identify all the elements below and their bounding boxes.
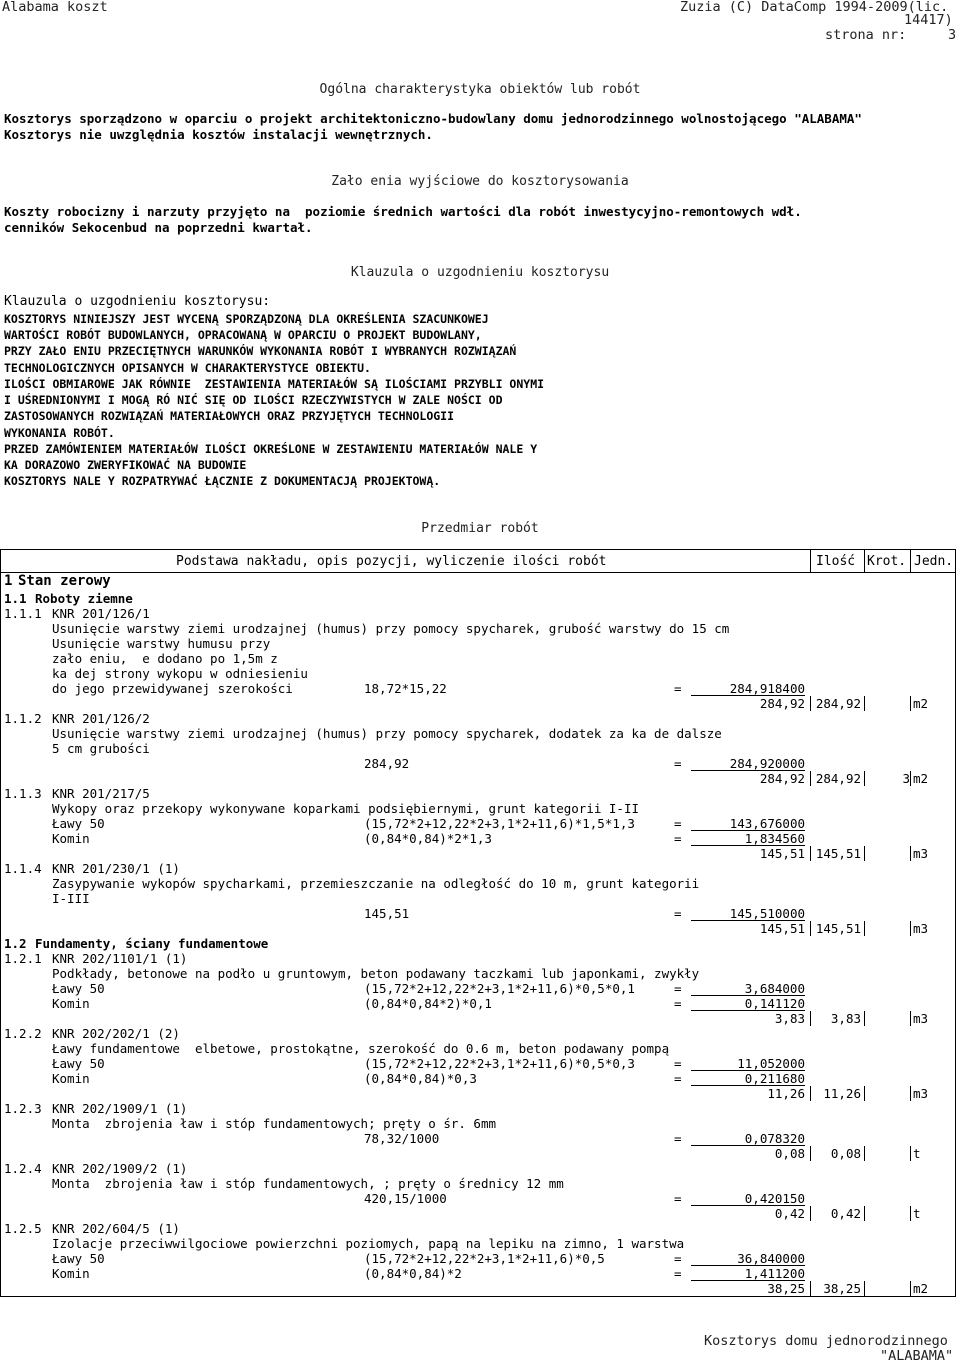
item-sum: 0,42	[774, 1206, 805, 1221]
cell-divider	[864, 921, 865, 936]
calc-equals: =	[674, 1266, 682, 1281]
calc-label: Komin	[52, 1266, 90, 1281]
item-code: KNR 201/230/1 (1)	[52, 861, 180, 876]
cell-divider	[864, 1206, 865, 1221]
section-number: 1	[4, 573, 13, 589]
calc-label: Ławy 50	[52, 1056, 105, 1071]
cell-divider	[910, 1206, 911, 1221]
item-qty: 0,08	[830, 1146, 861, 1161]
calc-row	[1, 1056, 955, 1071]
calc-equals: =	[674, 1191, 682, 1206]
item-code: KNR 202/1101/1 (1)	[52, 951, 188, 966]
item-qty: 284,92	[815, 696, 861, 711]
calc-formula: 145,51	[364, 906, 410, 921]
calc-row	[1, 681, 955, 696]
calc-equals: =	[674, 1071, 682, 1086]
item-header-row	[1, 786, 955, 801]
clause-line: WYKONANIA ROBÓT.	[4, 426, 115, 440]
item-sum: 145,51	[759, 846, 805, 861]
item-unit: m2	[913, 696, 929, 711]
calc-row	[1, 1131, 955, 1146]
assumptions-line-2: cenników Sekocenbud na poprzedni kwartał.	[4, 220, 313, 235]
item-sum: 3,83	[774, 1011, 805, 1026]
assumptions-line-1: Koszty robocizny i narzuty przyjęto na poziomie średnich wartości dla robót inwestycyjno-remontowych wdł.	[4, 204, 802, 219]
item-description: Zasypywanie wykopów spycharkami, przemieszczanie na odległość do 10 m, grunt kategorii	[52, 876, 700, 891]
calc-row	[1, 1251, 955, 1266]
clause-line: PRZY ZAŁO ENIU PRZECIĘTNYCH WARUNKÓW WYKONANIA ROBÓT I WYBRANYCH ROZWIĄZAŃ	[4, 344, 517, 358]
item-description: Monta zbrojenia ław i stóp fundamentowych; pręty o śr. 6mm	[52, 1116, 497, 1131]
calc-result: 1,834560	[691, 831, 805, 846]
item-qty: 145,51	[815, 921, 861, 936]
item-description-row	[1, 891, 955, 906]
item-description-row	[1, 1116, 955, 1131]
calc-result: 0,078320	[691, 1131, 805, 1146]
calc-row	[1, 981, 955, 996]
item-description-row	[1, 636, 955, 651]
calc-row	[1, 1191, 955, 1206]
calc-formula: (0,84*0,84*2)*0,1	[364, 996, 492, 1011]
item-number: 1.2.4	[4, 1161, 42, 1176]
cell-divider	[910, 1146, 911, 1161]
item-header-row	[1, 1101, 955, 1116]
col-header-unit: Jedn.	[914, 554, 954, 569]
item-total-row	[1, 846, 955, 861]
subsection-name: Fundamenty, ściany fundamentowe	[35, 936, 269, 951]
item-total-row	[1, 696, 955, 711]
item-number: 1.2.3	[4, 1101, 42, 1116]
item-code: KNR 202/604/5 (1)	[52, 1221, 180, 1236]
section-title-general: Ogólna charakterystyka obiektów lub robót	[319, 82, 641, 97]
item-description-row	[1, 876, 955, 891]
calc-formula: 284,92	[364, 756, 410, 771]
item-description-row	[1, 801, 955, 816]
przedmiar-title: Przedmiar robót	[421, 521, 539, 536]
item-krot: 3	[902, 771, 910, 786]
clause-line: KOSZTORYS NINIEJSZY JEST WYCENĄ SPORZĄDZONĄ DLA OKREŚLENIA SZACUNKOWEJ	[4, 312, 489, 326]
page-label: strona nr:	[825, 27, 907, 43]
calc-equals: =	[674, 831, 682, 846]
footer-line-1: Kosztorys domu jednorodzinnego	[704, 1333, 948, 1349]
calc-formula: (0,84*0,84)*2*1,3	[364, 831, 492, 846]
item-number: 1.1.4	[4, 861, 42, 876]
item-description: Monta zbrojenia ław i stóp fundamentowych, ; pręty o średnicy 12 mm	[52, 1176, 564, 1191]
col-header-krot: Krot.	[867, 554, 907, 569]
calc-result: 143,676000	[691, 816, 805, 831]
item-code: KNR 202/1909/2 (1)	[52, 1161, 188, 1176]
item-header-row	[1, 1161, 955, 1176]
calc-result: 1,411200	[691, 1266, 805, 1281]
calc-formula: (15,72*2+12,22*2+3,1*2+11,6)*1,5*1,3	[364, 816, 635, 831]
clause-line: ILOŚCI OBMIAROWE JAK RÓWNIE ZESTAWIENIA MATERIAŁÓW SĄ ILOŚCIAMI PRZYBLI ONYMI	[4, 377, 545, 391]
calc-row	[1, 1266, 955, 1281]
item-description: Izolacje przeciwwilgociowe powierzchni poziomych, papą na lepiku na zimno, 1 warstwa	[52, 1236, 685, 1251]
item-description-row	[1, 621, 955, 636]
calc-result: 145,510000	[691, 906, 805, 921]
calc-equals: =	[674, 996, 682, 1011]
item-description: 5 cm grubości	[52, 741, 150, 756]
subsection-number: 1.2	[4, 936, 27, 951]
calc-row	[1, 831, 955, 846]
calc-formula: 420,15/1000	[364, 1191, 447, 1206]
item-total-row	[1, 921, 955, 936]
calc-formula: 78,32/1000	[364, 1131, 440, 1146]
item-description: Ławy fundamentowe elbetowe, prostokątne, szerokość do 0.6 m, beton podawany pompą	[52, 1041, 670, 1056]
item-total-row	[1, 1146, 955, 1161]
item-header-row	[1, 1026, 955, 1041]
item-sum: 38,25	[767, 1281, 805, 1296]
calc-row	[1, 756, 955, 771]
calc-label: Komin	[52, 1071, 90, 1086]
calc-row	[1, 816, 955, 831]
subsection-name: Roboty ziemne	[35, 591, 133, 606]
calc-result: 3,684000	[691, 981, 805, 996]
calc-formula: (0,84*0,84)*0,3	[364, 1071, 477, 1086]
general-line-2: Kosztorys nie uwzględnia kosztów instalacji wewnętrznych.	[4, 127, 433, 142]
subsection-row	[1, 936, 955, 951]
calc-label: do jego przewidywanej szerokości	[52, 681, 293, 696]
item-code: KNR 201/126/2	[52, 711, 150, 726]
item-unit: m3	[913, 921, 929, 936]
col-header-qty: Ilość	[816, 554, 856, 569]
item-number: 1.2.5	[4, 1221, 42, 1236]
cell-divider	[910, 1011, 911, 1026]
item-number: 1.1.3	[4, 786, 42, 801]
item-description: Usunięcie warstwy humusu przy	[52, 636, 271, 651]
header-right-line2: 14417)	[904, 12, 953, 28]
item-description-row	[1, 666, 955, 681]
item-sum: 145,51	[759, 921, 805, 936]
cell-divider	[910, 1086, 911, 1101]
calc-result: 0,211680	[691, 1071, 805, 1086]
item-description: ka dej strony wykopu w odniesieniu	[52, 666, 308, 681]
item-unit: m2	[913, 1281, 929, 1296]
calc-row	[1, 1071, 955, 1086]
item-total-row	[1, 1206, 955, 1221]
calc-result: 11,052000	[691, 1056, 805, 1071]
cell-divider	[910, 1281, 911, 1296]
item-code: KNR 201/217/5	[52, 786, 150, 801]
clause-line: PRZED ZAMÓWIENIEM MATERIAŁÓW ILOŚCI OKREŚLONE W ZESTAWIENIU MATERIAŁÓW NALE Y	[4, 442, 538, 456]
item-description-row	[1, 741, 955, 756]
item-header-row	[1, 711, 955, 726]
item-code: KNR 201/126/1	[52, 606, 150, 621]
calc-formula: (15,72*2+12,22*2+3,1*2+11,6)*0,5*0,1	[364, 981, 635, 996]
item-number: 1.2.1	[4, 951, 42, 966]
calc-equals: =	[674, 1056, 682, 1071]
item-unit: m3	[913, 846, 929, 861]
section-name: Stan zerowy	[18, 573, 111, 589]
header-left: Alabama koszt	[2, 0, 108, 15]
item-total-row	[1, 1011, 955, 1026]
item-header-row	[1, 951, 955, 966]
calc-equals: =	[674, 816, 682, 831]
calc-row	[1, 996, 955, 1011]
calc-formula: (15,72*2+12,22*2+3,1*2+11,6)*0,5	[364, 1251, 605, 1266]
calc-equals: =	[674, 756, 682, 771]
item-description: I-III	[52, 891, 90, 906]
item-description-row	[1, 726, 955, 741]
item-qty: 0,42	[830, 1206, 861, 1221]
przedmiar-table	[0, 549, 956, 1297]
section-title-assumptions: Zało enia wyjściowe do kosztorysowania	[331, 174, 629, 189]
cell-divider	[910, 696, 911, 711]
item-number: 1.1.2	[4, 711, 42, 726]
cell-divider	[910, 921, 911, 936]
calc-label: Ławy 50	[52, 816, 105, 831]
page-number: 3	[948, 27, 957, 43]
item-sum: 0,08	[774, 1146, 805, 1161]
cell-divider	[864, 1011, 865, 1026]
calc-formula: 18,72*15,22	[364, 681, 447, 696]
item-header-row	[1, 861, 955, 876]
col-divider	[810, 550, 811, 572]
footer-line-2: "ALABAMA"	[880, 1348, 954, 1364]
cell-divider	[864, 1086, 865, 1101]
clause-heading: Klauzula o uzgodnieniu kosztorysu:	[4, 294, 271, 309]
item-qty: 11,26	[823, 1086, 861, 1101]
subsection-number: 1.1	[4, 591, 27, 606]
calc-equals: =	[674, 1251, 682, 1266]
item-description-row	[1, 966, 955, 981]
col-divider	[910, 550, 911, 572]
item-description-row	[1, 651, 955, 666]
item-total-row	[1, 1281, 955, 1296]
item-unit: m2	[913, 771, 929, 786]
calc-row	[1, 906, 955, 921]
item-qty: 3,83	[830, 1011, 861, 1026]
calc-label: Komin	[52, 831, 90, 846]
calc-formula: (0,84*0,84)*2	[364, 1266, 462, 1281]
item-number: 1.1.1	[4, 606, 42, 621]
item-sum: 284,92	[759, 771, 805, 786]
item-qty: 284,92	[815, 771, 861, 786]
clause-line: KOSZTORYS NALE Y ROZPATRYWAĆ ŁĄCZNIE Z DOKUMENTACJĄ PROJEKTOWĄ.	[4, 474, 441, 488]
calc-equals: =	[674, 681, 682, 696]
col-header-description: Podstawa nakładu, opis pozycji, wyliczenie ilości robót	[176, 554, 607, 569]
item-sum: 284,92	[759, 696, 805, 711]
item-unit: m3	[913, 1086, 929, 1101]
header-right-line1: Zuzia (C) DataComp 1994-2009(lic.	[680, 0, 949, 15]
col-divider	[864, 550, 865, 572]
item-qty: 38,25	[823, 1281, 861, 1296]
calc-result: 0,420150	[691, 1191, 805, 1206]
cell-divider	[910, 846, 911, 861]
section-row	[1, 574, 955, 591]
item-sum: 11,26	[767, 1086, 805, 1101]
item-code: KNR 202/1909/1 (1)	[52, 1101, 188, 1116]
cell-divider	[864, 846, 865, 861]
item-description: zało eniu, e dodano po 1,5m z	[52, 651, 278, 666]
calc-result: 284,918400	[691, 681, 805, 696]
item-description-row	[1, 1041, 955, 1056]
general-line-1: Kosztorys sporządzono w oparciu o projekt architektoniczno-budowlany domu jednorodzinnego wolnostojącego "ALABAMA"	[4, 111, 862, 126]
item-header-row	[1, 1221, 955, 1236]
calc-result: 36,840000	[691, 1251, 805, 1266]
calc-equals: =	[674, 981, 682, 996]
item-total-row	[1, 1086, 955, 1101]
item-description: Podkłady, betonowe na podło u gruntowym, beton podawany taczkami lub japonkami, zwykły	[52, 966, 700, 981]
calc-label: Ławy 50	[52, 1251, 105, 1266]
item-description: Usunięcie warstwy ziemi urodzajnej (humus) przy pomocy spycharek, dodatek za ka de dalsze	[52, 726, 722, 741]
section-title-clause: Klauzula o uzgodnieniu kosztorysu	[350, 265, 610, 280]
cell-divider	[910, 771, 911, 786]
clause-line: TECHNOLOGICZNYCH OPISANYCH W CHARAKTERYSTYCE OBIEKTU.	[4, 361, 371, 375]
item-unit: t	[913, 1206, 921, 1221]
cell-divider	[864, 1281, 865, 1296]
clause-line: I UŚREDNIONYMI I MOGĄ RÓ NIĆ SIĘ OD ILOŚCI RZECZYWISTYCH W ZALE NOŚCI OD	[4, 393, 503, 407]
cell-divider	[864, 696, 865, 711]
item-qty: 145,51	[815, 846, 861, 861]
calc-result: 0,141120	[691, 996, 805, 1011]
item-description: Usunięcie warstwy ziemi urodzajnej (humus) przy pomocy spycharek, grubość warstwy do 15 cm	[52, 621, 730, 636]
item-description: Wykopy oraz przekopy wykonywane koparkami podsiębiernymi, grunt kategorii I-II	[52, 801, 639, 816]
clause-line: WARTOŚCI ROBÓT BUDOWLANYCH, OPRACOWANĄ W OPARCIU O PROJEKT BUDOWLANY,	[4, 328, 482, 342]
item-unit: m3	[913, 1011, 929, 1026]
item-header-row	[1, 606, 955, 621]
calc-equals: =	[674, 1131, 682, 1146]
calc-formula: (15,72*2+12,22*2+3,1*2+11,6)*0,5*0,3	[364, 1056, 635, 1071]
calc-label: Komin	[52, 996, 90, 1011]
subsection-row	[1, 591, 955, 606]
clause-line: ZASTOSOWANYCH ROZWIĄZAŃ MATERIAŁOWYCH ORAZ PRZYJĘTYCH TECHNOLOGII	[4, 409, 455, 423]
calc-result: 284,920000	[691, 756, 805, 771]
item-code: KNR 202/202/1 (2)	[52, 1026, 180, 1041]
item-total-row	[1, 771, 955, 786]
item-number: 1.2.2	[4, 1026, 42, 1041]
item-description-row	[1, 1236, 955, 1251]
clause-line: KA DORAZOWO ZWERYFIKOWAĆ NA BUDOWIE	[4, 458, 247, 472]
item-description-row	[1, 1176, 955, 1191]
cell-divider	[864, 1146, 865, 1161]
header-divider	[1, 572, 955, 573]
calc-equals: =	[674, 906, 682, 921]
calc-label: Ławy 50	[52, 981, 105, 996]
item-unit: t	[913, 1146, 921, 1161]
